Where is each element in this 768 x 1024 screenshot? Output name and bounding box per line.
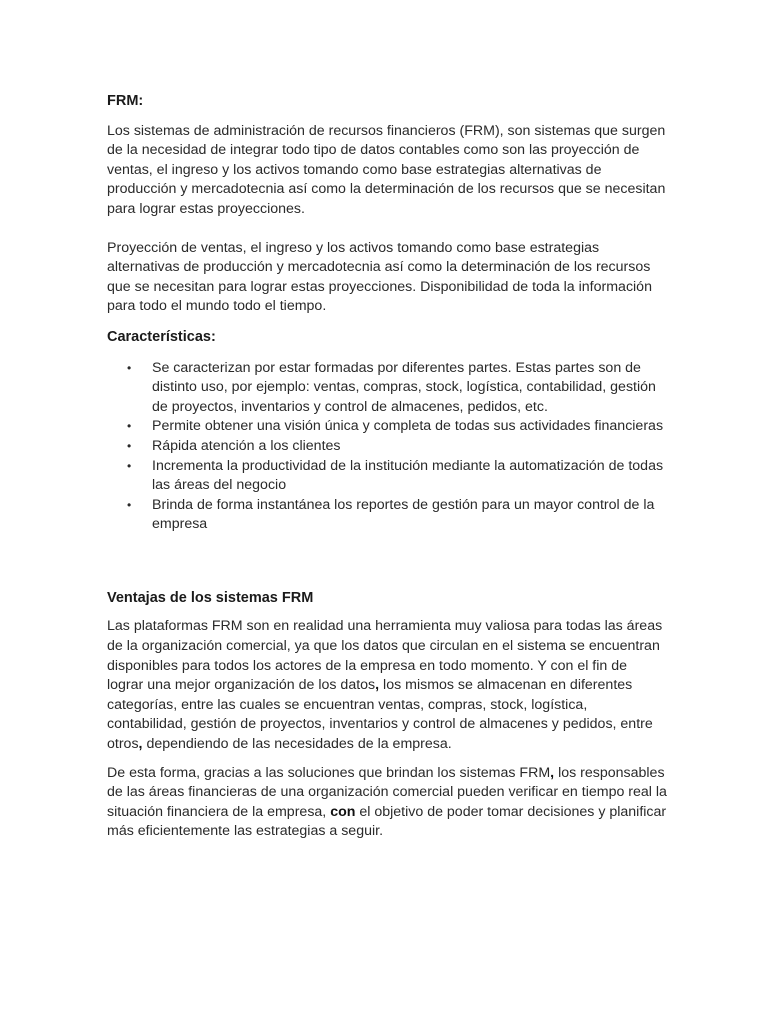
ventajas-p2-part-c: el objetivo de poder tomar decisiones y planificar más eficientemente las estrategias a seguir.: [107, 803, 667, 840]
ventajas-p1-comma-1: ,: [375, 677, 380, 694]
list-item-text: Rápida atención a los clientes: [152, 437, 341, 454]
list-item-text: Se caracterizan por estar formadas por diferentes partes. Estas partes son de distinto uso, por ejemplo: ventas, compras, stock, logística, contabilidad, gestión de proyectos, inventarios y control de almacenes, pedidos, etc.: [152, 359, 656, 415]
ventajas-p1-comma-2: ,: [138, 736, 143, 753]
bullet-icon: •: [127, 458, 132, 473]
list-item: [107, 437, 667, 457]
ventajas-p2-part-a: De esta forma, gracias a las soluciones que brindan los sistemas FRM: [107, 764, 551, 781]
ventajas-p1-part-a: Las plataformas FRM son en realidad una herramienta muy valiosa para todas las áreas de la organización comercial, ya que los datos que circulan en el sistema se encuentran disponibles para todos los actores de la empresa en todo momento. Y con el fin de lograr una mejor organización de los datos: [107, 618, 663, 694]
frm-heading: FRM:: [107, 93, 144, 109]
bullet-icon: •: [127, 438, 132, 453]
ventajas-paragraph-1: [107, 617, 667, 754]
caracteristicas-list: [107, 359, 667, 535]
list-item: [107, 457, 667, 496]
ventajas-p2-comma-1: ,: [550, 764, 555, 781]
bullet-icon: •: [127, 360, 132, 375]
ventajas-p1-part-b: los mismos se almacenan en diferentes categorías, entre las cuales se encuentran ventas, compras, stock, logística, contabilidad, gestión de proyectos, inventarios y control de almacenes y pedidos, entre otros: [107, 677, 653, 753]
ventajas-paragraph-2: [107, 764, 667, 842]
ventajas-p2-part-b: los responsables de las áreas financieras de una organización comercial pueden verificar en tiempo real la situación financiera de la empresa,: [107, 764, 667, 820]
list-item-text: Incrementa la productividad de la institución mediante la automatización de todas las áreas del negocio: [152, 457, 664, 494]
list-item: [107, 417, 667, 437]
list-item: [107, 359, 667, 418]
ventajas-p2-bold-word: con: [330, 803, 356, 820]
caracteristicas-heading: Características:: [107, 328, 216, 345]
document-page: [107, 92, 667, 842]
list-item-text: Permite obtener una visión única y completa de todas sus actividades financieras: [152, 418, 664, 435]
ventajas-p1-part-c: dependiendo de las necesidades de la empresa.: [142, 736, 452, 753]
bullet-icon: •: [127, 419, 132, 434]
bullet-icon: •: [127, 497, 132, 512]
list-item-text: Brinda de forma instantánea los reportes de gestión para un mayor control de la empresa: [152, 496, 655, 533]
frm-paragraph-1: Los sistemas de administración de recursos financieros (FRM), son sistemas que surgen de la necesidad de integrar todo tipo de datos contables como son las proyección de ventas, el ingreso y los activos tomando como base estrategias alternativas de producción y mercadotecnia así como la determinación de los recursos que se necesitan para lograr estas proyecciones.: [107, 122, 666, 217]
frm-paragraph-2: Proyección de ventas, el ingreso y los activos tomando como base estrategias alternativas de producción y mercadotecnia así como la determinación de los recursos que se necesitan para lograr estas proyecciones. Disponibilidad de toda la información para todo el mundo todo el tiempo.: [107, 239, 652, 315]
ventajas-heading: Ventajas de los sistemas FRM: [107, 589, 314, 606]
list-item: [107, 496, 667, 535]
